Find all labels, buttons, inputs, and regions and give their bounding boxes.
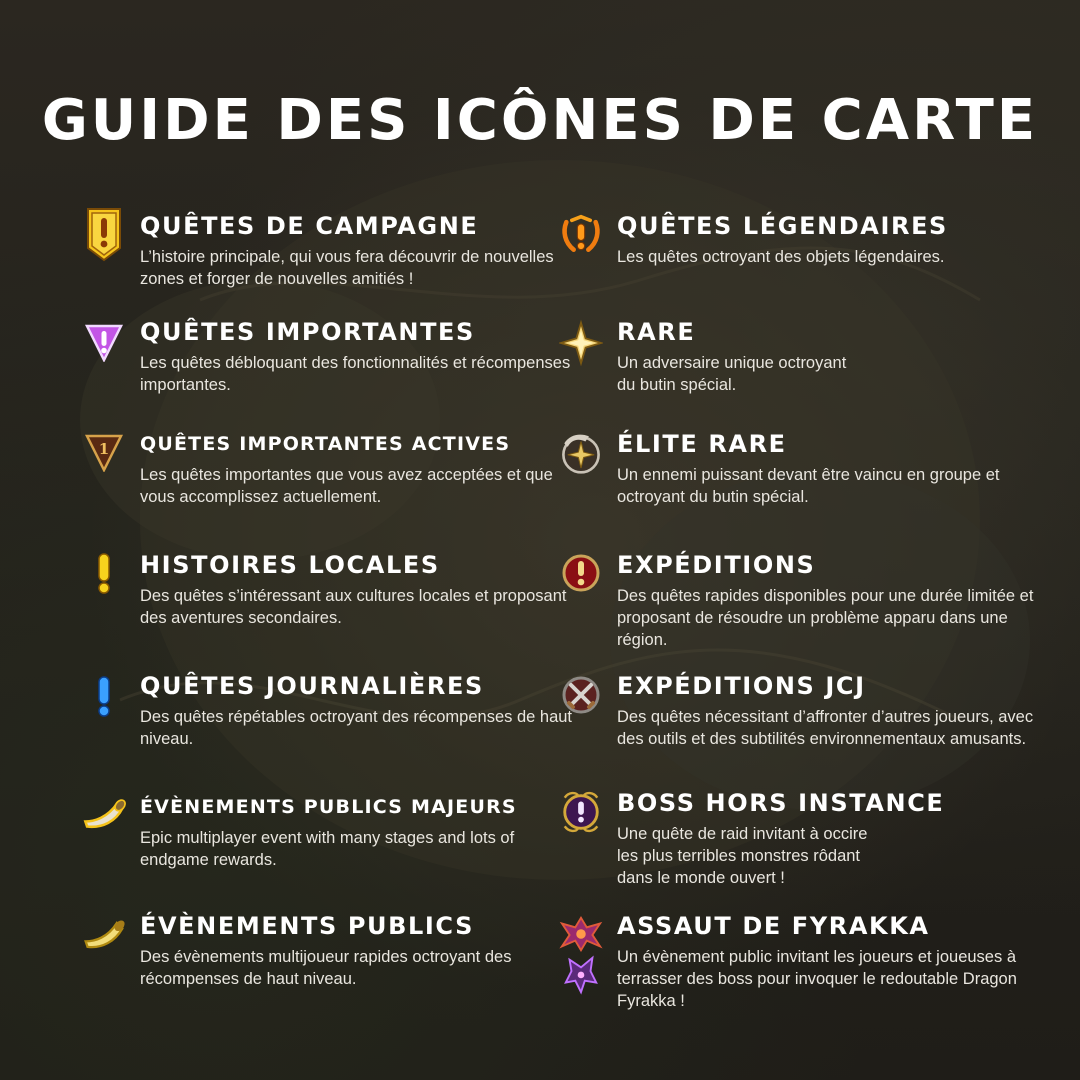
entry-description: Une quête de raid invitant à occire les plus terribles monstres rôdant dans le monde ouvert ! xyxy=(617,825,868,887)
rare-star-icon xyxy=(559,312,603,356)
legend-entry-public-event xyxy=(140,912,580,990)
major-public-event-horn-icon xyxy=(82,787,126,831)
entry-description: L’histoire principale, qui vous fera découvrir de nouvelles zones et forger de nouvelles amitiés ! xyxy=(140,248,554,288)
entry-title: BOSS HORS INSTANCE xyxy=(617,789,945,817)
legend-entry-legendary xyxy=(617,212,1057,268)
legend-entry-active-important xyxy=(98,430,580,508)
legend-entry-pvp-world-quest xyxy=(617,672,1057,750)
entry-title: EXPÉDITIONS JCJ xyxy=(617,672,866,700)
world-quest-icon xyxy=(559,545,603,589)
legend-entry-rare xyxy=(617,318,1057,396)
entry-description: Des quêtes s’intéressant aux cultures locales et proposant des aventures secondaires. xyxy=(140,587,567,627)
legend-entry-world-quest xyxy=(617,551,1057,651)
entry-description: Des quêtes rapides disponibles pour une durée limitée et proposant de résoudre un problème apparu dans une région. xyxy=(617,587,1034,649)
entry-description: Des évènements multijoueur rapides octroyant des récompenses de haut niveau. xyxy=(140,948,512,988)
fyrakka-dragon-crest-icon xyxy=(557,914,605,952)
entry-description: Des quêtes nécessitant d’affronter d’autres joueurs, avec des outils et des subtilités environnementaux amusants. xyxy=(617,708,1034,748)
entry-description: Un évènement public invitant les joueurs et joueuses à terrasser des boss pour invoquer le redoutable Dragon Fyrakka ! xyxy=(617,948,1017,1010)
daily-quest-icon xyxy=(82,666,126,710)
public-event-horn-icon xyxy=(82,906,126,950)
active-important-quest-icon xyxy=(82,424,126,468)
legend-entry-world-boss xyxy=(617,789,1057,889)
entry-description: Les quêtes octroyant des objets légendaires. xyxy=(617,248,945,266)
legendary-quest-icon xyxy=(559,206,603,250)
legend-entry-local-story xyxy=(140,551,580,629)
fyrakka-dragon-head-icon xyxy=(561,954,601,996)
entry-title: ÉVÈNEMENTS PUBLICS MAJEURS xyxy=(140,796,517,818)
legend-entry-important xyxy=(140,318,580,396)
entry-title: QUÊTES JOURNALIÈRES xyxy=(140,672,484,700)
campaign-quest-icon xyxy=(82,206,126,250)
legend-entry-fyrakka-assault xyxy=(617,912,1057,1012)
important-quest-icon xyxy=(82,312,126,356)
entry-title: ASSAUT DE FYRAKKA xyxy=(617,912,930,940)
entry-title: RARE xyxy=(617,318,696,346)
legend-entry-campaign xyxy=(140,212,580,290)
legend-entry-elite-rare xyxy=(617,430,1057,508)
entry-description: Epic multiplayer event with many stages and lots of endgame rewards. xyxy=(140,829,515,869)
page-title: GUIDE DES ICÔNES DE CARTE xyxy=(41,88,1039,153)
entry-title: QUÊTES LÉGENDAIRES xyxy=(617,212,948,240)
pvp-world-quest-icon xyxy=(559,666,603,710)
entry-description: Un ennemi puissant devant être vaincu en groupe et octroyant du butin spécial. xyxy=(617,466,1000,506)
local-story-icon xyxy=(82,545,126,589)
quest-number: 1 xyxy=(98,440,110,458)
legend-entry-daily xyxy=(140,672,580,750)
entry-description: Un adversaire unique octroyant du butin spécial. xyxy=(617,354,847,394)
legend-entry-major-public-event xyxy=(140,793,580,871)
entry-title: QUÊTES IMPORTANTES xyxy=(140,318,475,346)
entry-title: QUÊTES IMPORTANTES ACTIVES xyxy=(140,433,511,455)
entry-title: ÉLITE RARE xyxy=(617,430,787,458)
elite-rare-icon xyxy=(559,424,603,468)
entry-title: QUÊTES DE CAMPAGNE xyxy=(140,212,479,240)
entry-title: ÉVÈNEMENTS PUBLICS xyxy=(140,912,474,940)
entry-title: HISTOIRES LOCALES xyxy=(140,551,440,579)
world-boss-icon xyxy=(559,783,603,827)
fyrakka-assault-icon xyxy=(559,906,603,996)
entry-title: EXPÉDITIONS xyxy=(617,551,816,579)
entry-description: Des quêtes répétables octroyant des récompenses de haut niveau. xyxy=(140,708,573,748)
entry-description: Les quêtes importantes que vous avez acceptées et que vous accomplissez actuellement. xyxy=(140,466,553,506)
entry-description: Les quêtes débloquant des fonctionnalités et récompenses importantes. xyxy=(140,354,571,394)
